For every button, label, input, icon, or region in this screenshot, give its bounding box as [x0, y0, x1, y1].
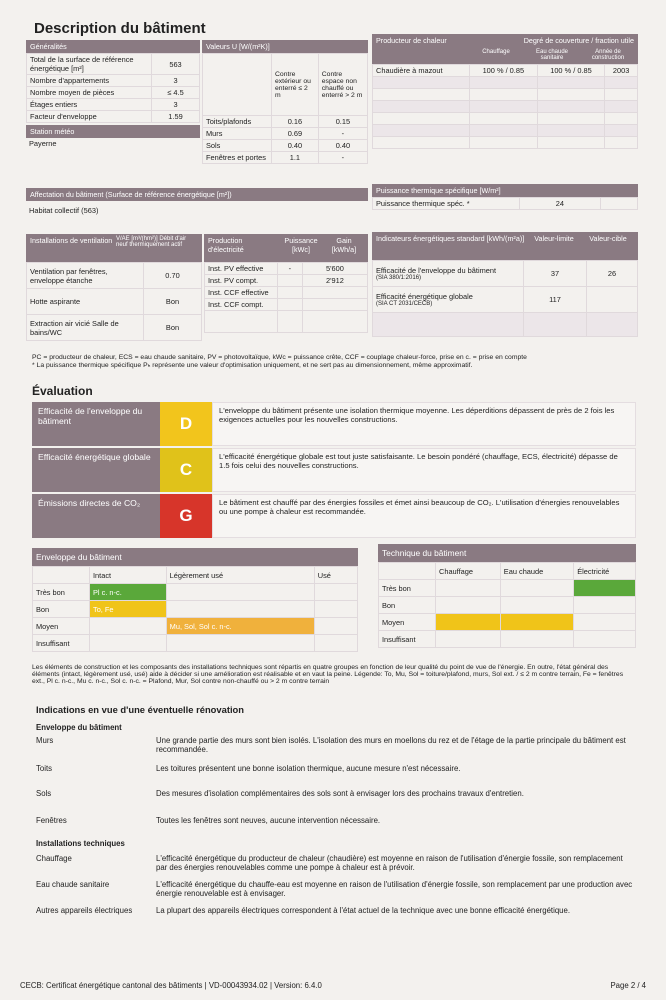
reno-val: Des mesures d'isolation complémentaires des sols sont à envisager lors des prochains travaux d'entretien. [156, 789, 524, 798]
ind-norm: (SIA CT 2031/CECB) [376, 301, 433, 307]
ventilation-header: Installations de ventilation [30, 236, 113, 245]
env-cell: To, Fe [90, 601, 167, 618]
reno-val: L'efficacité énergétique du chauffe-eau est moyenne en raison de l'utilisation d'énergie fossile, son remplacement par une production avec énergie renouvelable est à envisager. [156, 880, 633, 898]
reno-row [36, 880, 636, 898]
reno-key: Fenêtres [36, 816, 67, 825]
reno-val: Les toitures présentent une bonne isolation thermique, aucune mesure n'est nécessaire. [156, 764, 461, 773]
col-annee: Année de construction [591, 49, 625, 61]
ind-label: Efficacité énergétique globale [376, 292, 473, 301]
prod-gain: 5'600 [302, 263, 367, 275]
technique-matrix-header: Technique du bâtiment [378, 544, 636, 562]
certificate-page [26, 20, 638, 915]
production-block [204, 234, 368, 333]
eval-label: Efficacité énergétique globale [32, 448, 160, 492]
eval-row [32, 402, 636, 446]
gen-label: Étages entiers [27, 99, 152, 111]
reno-key: Murs [36, 736, 54, 745]
u-v2: - [318, 152, 367, 164]
reno-row [36, 906, 636, 915]
eval-label: Émissions directes de CO₂ [32, 494, 160, 538]
eval-row [32, 448, 636, 492]
eval-grade: G [160, 494, 212, 538]
reno-val: Une grande partie des murs sont bien isolés. L'isolation des murs en moellons du rez et de l'étage de la partie principale du bâtiment est recommandée. [156, 736, 626, 754]
eval-text: Le bâtiment est chauffé par des énergies fossiles et émet ainsi beaucoup de CO₂. L'utilisation d'énergies renouvelables ou une pompe à chaleur est recommandée. [212, 494, 636, 538]
matrix-note: Les éléments de construction et les composants des installations techniques sont répartis en quatre groupes en fonction de leur qualité du point de vue de l'énergie. En outre, l'état général des éléments (intact, légèrement usé, usé) aide à décider si une amélioration est réalisable et en vaut la peine. Légende: To, Mu, Sol = toiture/plafond, murs, Sol ext. / ≤ 2 m contre terrain, Fe = fenêtres ext., Pl c. n-c., Mu c. n-c., Sol c. n-c. = Plafond, Mur, Sol contre non-chauffé ou > 2 m contre terrain [32, 664, 624, 685]
u-v1: 0.69 [272, 128, 319, 140]
reno-key: Toits [36, 764, 53, 773]
env-row-label: Bon [33, 601, 90, 618]
vent-label: Extraction air vicié Salle de bains/WC [27, 315, 144, 341]
prod-label: Inst. CCF effective [205, 287, 278, 299]
producteur-subheader [372, 47, 638, 64]
footnote-1: PC = producteur de chaleur, ECS = eau chaude sanitaire, PV = photovoltaïque, kWc = puissance crête, CCF = couplage chaleur-force, prise en c. = prise en compte [32, 354, 527, 361]
producteur-title: Producteur de chaleur [376, 36, 447, 45]
env-row-label: Moyen [33, 618, 90, 635]
indicateurs-col-cible: Valeur-cible [589, 234, 627, 243]
env-col: Usé [314, 567, 357, 584]
env-title: Enveloppe du bâtiment [36, 723, 122, 732]
u-v2: - [318, 128, 367, 140]
ind-norm: (SIA 380/1:2016) [376, 275, 422, 281]
env-col: Légèrement usé [166, 567, 314, 584]
u-label: Sols [203, 140, 272, 152]
tech-row-label: Insuffisant [379, 631, 436, 648]
tech-col: Chauffage [436, 563, 501, 580]
tech-cell-eau-chaude [500, 614, 573, 631]
affectation-header: Affectation du bâtiment (Surface de référence énergétique [m²]) [26, 188, 368, 201]
footer-left: CECB: Certificat énergétique cantonal des bâtiments | VD-00043934.02 | Version: 6.4.0 [20, 981, 322, 990]
reno-key: Autres appareils électriques [36, 906, 133, 915]
indicateurs-block [372, 232, 638, 337]
producteur-header [372, 34, 638, 47]
reno-key: Eau chaude sanitaire [36, 880, 110, 889]
tech-col: Électricité [574, 563, 636, 580]
gen-value: ≤ 4.5 [152, 87, 200, 99]
producer-annee: 2003 [605, 65, 638, 77]
vent-value: 0.70 [144, 263, 202, 289]
ind-limite: 117 [524, 287, 587, 313]
env-cell: Mu, Sol, Sol c. n-c. [166, 618, 314, 635]
ind-cible [586, 287, 637, 313]
gen-label: Total de la surface de référence énergétique [m²] [27, 54, 152, 75]
technique-matrix [378, 544, 636, 648]
enveloppe-matrix [32, 548, 358, 652]
tech-cell-electricite [574, 580, 636, 597]
affectation-block [26, 188, 368, 220]
puissance-label: Puissance thermique spéc. * [373, 198, 520, 210]
tech-row-label: Moyen [379, 614, 436, 631]
vent-label: Hotte aspirante [27, 289, 144, 315]
footnote-2: * La puissance thermique spécifique Pₕ représente une valeur d'optimisation uniquement, et ne sert pas au dimensionnement, même approximatif. [32, 362, 473, 369]
indicateurs-col-limite: Valeur-limite [534, 234, 574, 243]
env-row-label: Insuffisant [33, 635, 90, 652]
tech-row-label: Bon [379, 597, 436, 614]
valeurs-u-block [202, 40, 368, 164]
col-chauffage: Chauffage [482, 49, 510, 55]
prod-gain: 2'912 [302, 275, 367, 287]
u-col2: Contre espace non chauffé ou enterré > 2 m [318, 54, 367, 116]
puissance-header: Puissance thermique spécifique [W/m²] [372, 184, 638, 197]
reno-row [36, 816, 636, 825]
prod-gain [302, 299, 367, 311]
affectation-value: Habitat collectif (563) [29, 206, 99, 215]
coverage-title: Degré de couverture / fraction utile [523, 36, 634, 45]
reno-key: Chauffage [36, 854, 72, 863]
u-label: Murs [203, 128, 272, 140]
env-cell: Pl c. n-c. [90, 584, 167, 601]
ventilation-block [26, 234, 202, 341]
evaluation-section [32, 384, 636, 540]
u-v1: 0.40 [272, 140, 319, 152]
producer-ecs: 100 % / 0.85 [537, 65, 605, 77]
renovation-section [36, 704, 636, 915]
enveloppe-matrix-header: Enveloppe du bâtiment [32, 548, 358, 566]
footer-right: Page 2 / 4 [610, 981, 646, 990]
ind-label: Efficacité de l'enveloppe du bâtiment [376, 266, 497, 275]
u-label: Fenêtres et portes [203, 152, 272, 164]
vent-value: Bon [144, 315, 202, 341]
production-header: Production d'électricité [208, 236, 244, 254]
u-v1: 0.16 [272, 116, 319, 128]
generalites-header: Généralités [26, 40, 200, 53]
vent-label: Ventilation par fenêtres, enveloppe étanche [27, 263, 144, 289]
ind-cible: 26 [586, 261, 637, 287]
reno-key: Sols [36, 789, 52, 798]
prod-puissance [278, 275, 303, 287]
tech-cell-chauffage [436, 614, 501, 631]
reno-row [36, 764, 636, 773]
eval-grade: D [160, 402, 212, 446]
station-value: Payerne [29, 139, 57, 148]
prod-label: Inst. CCF compt. [205, 299, 278, 311]
renovation-title: Indications en vue d'une éventuelle rénovation [36, 704, 245, 715]
eval-text: L'efficacité énergétique globale est tout juste satisfaisante. Le besoin pondéré (chauffage, ECS, électricité) dépasse de 1.5 fois celui des nouvelles constructions. [212, 448, 636, 492]
station-header: Station météo [26, 125, 200, 138]
producer-chauffage: 100 % / 0.85 [470, 65, 538, 77]
indicateurs-header: Indicateurs énergétiques standard [kWh/(m²a)] [376, 234, 525, 243]
gen-label: Facteur d'enveloppe [27, 111, 152, 123]
reno-row [36, 736, 636, 754]
gen-label: Nombre moyen de pièces [27, 87, 152, 99]
page-title: Description du bâtiment [34, 20, 206, 37]
ind-limite: 37 [524, 261, 587, 287]
reno-val: La plupart des appareils électriques correspondent à l'état actuel de la technique avec une bonne efficacité énergétique. [156, 906, 570, 915]
prod-label: Inst. PV compt. [205, 275, 278, 287]
producer-label: Chaudière à mazout [373, 65, 470, 77]
producteur-block [372, 34, 638, 149]
reno-row [36, 854, 636, 872]
vent-value: Bon [144, 289, 202, 315]
production-header-row [204, 234, 368, 262]
eval-row [32, 494, 636, 538]
reno-val: L'efficacité énergétique du producteur de chaleur (chaudière) est moyenne en raison de l'utilisation d'énergie fossile, son remplacement par des énergies renouvelables comme une pompe à chaleur est à prévoir. [156, 854, 623, 872]
u-v1: 1.1 [272, 152, 319, 164]
reno-row [36, 789, 636, 798]
env-col: Intact [90, 567, 167, 584]
gen-value: 3 [152, 99, 200, 111]
prod-label: Inst. PV effective [205, 263, 278, 275]
production-col-gain: Gain [kWh/a] [331, 236, 357, 254]
generalites-block [26, 40, 200, 149]
page-footer [20, 981, 646, 990]
tech-col: Eau chaude [500, 563, 573, 580]
eval-text: L'enveloppe du bâtiment présente une isolation thermique moyenne. Les déperditions dépassent de près de 2 fois les exigences actuelles pour les nouvelles constructions. [212, 402, 636, 446]
ventilation-col-vae: V/AE [m³/(hm²)] Débit d'air neuf thermiquement actif [116, 236, 187, 248]
reno-val: Toutes les fenêtres sont neuves, aucune intervention nécessaire. [156, 816, 381, 825]
prod-puissance [278, 287, 303, 299]
prod-puissance [278, 299, 303, 311]
env-row-label: Très bon [33, 584, 90, 601]
gen-value: 1.59 [152, 111, 200, 123]
eval-label: Efficacité de l'enveloppe du bâtiment [32, 402, 160, 446]
tech-row-label: Très bon [379, 580, 436, 597]
gen-value: 563 [152, 54, 200, 75]
footnotes [32, 354, 632, 369]
valeurs-u-header: Valeurs U [W/(m²K)] [202, 40, 368, 53]
u-v2: 0.40 [318, 140, 367, 152]
puissance-block [372, 184, 638, 210]
tech-title: Installations techniques [36, 839, 125, 848]
u-col1: Contre extérieur ou enterré ≤ 2 m [272, 54, 319, 116]
col-ecs: Eau chaude sanitaire [535, 49, 569, 61]
prod-puissance: - [278, 263, 303, 275]
u-label: Toits/plafonds [203, 116, 272, 128]
gen-label: Nombre d'appartements [27, 75, 152, 87]
ventilation-header-row [26, 234, 202, 262]
eval-grade: C [160, 448, 212, 492]
gen-value: 3 [152, 75, 200, 87]
puissance-value: 24 [520, 198, 601, 210]
prod-gain [302, 287, 367, 299]
production-col-puissance: Puissance [kWc] [284, 236, 318, 254]
evaluation-title: Évaluation [32, 384, 93, 398]
indicateurs-header-row [372, 232, 638, 260]
u-v2: 0.15 [318, 116, 367, 128]
